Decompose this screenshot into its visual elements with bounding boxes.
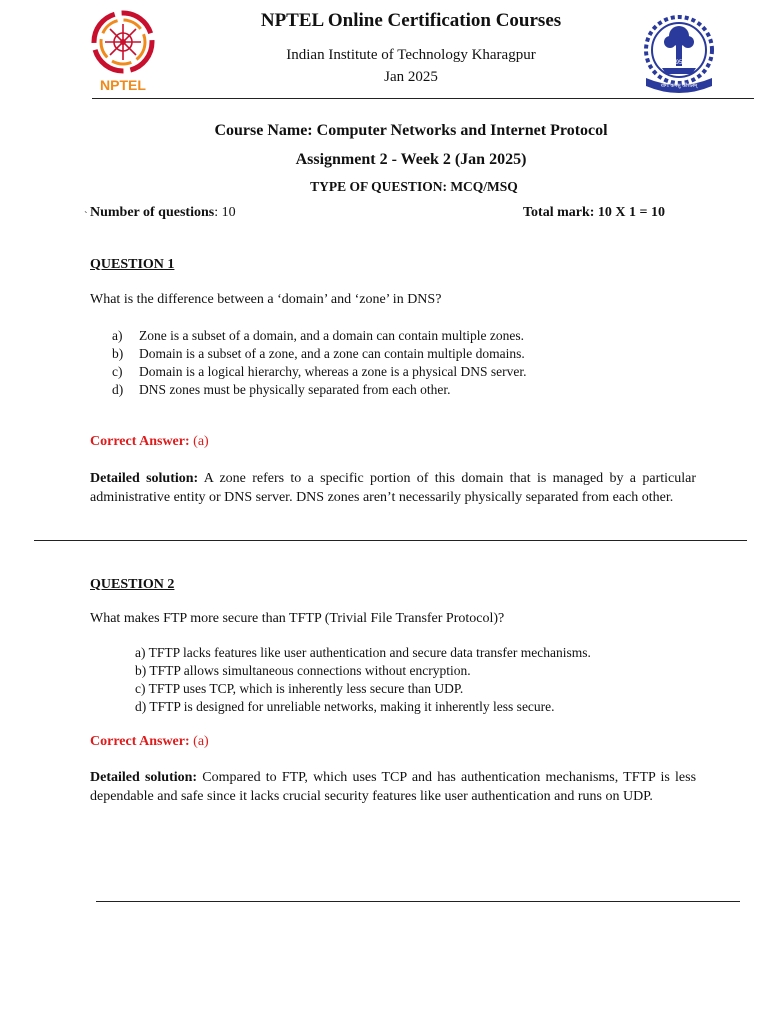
number-of-questions-value: : 10 xyxy=(214,205,236,220)
section-divider xyxy=(34,540,747,541)
option-text: Zone is a subset of a domain, and a domain can contain multiple zones. xyxy=(139,328,525,343)
option-letter: d) xyxy=(112,382,124,397)
question-1-correct-answer xyxy=(90,434,209,450)
correct-answer-value: (a) xyxy=(193,734,209,749)
correct-answer-value: (a) xyxy=(193,434,209,449)
footer-divider xyxy=(96,901,740,902)
option-c xyxy=(112,363,527,381)
question-1-options xyxy=(112,327,527,399)
question-1-heading: QUESTION 1 xyxy=(90,257,175,272)
option-b xyxy=(112,345,527,363)
assignment-title: Assignment 2 - Week 2 (Jan 2025) xyxy=(295,151,527,168)
question-2-options xyxy=(135,644,591,716)
course-name: Course Name: Computer Networks and Internet Protocol xyxy=(214,122,608,139)
option-letter: a) xyxy=(112,328,123,343)
stray-mark: ` xyxy=(84,210,88,222)
question-type: TYPE OF QUESTION: MCQ/MSQ xyxy=(310,179,518,194)
header-date: Jan 2025 xyxy=(384,69,438,85)
correct-answer-label: Correct Answer: xyxy=(90,434,190,449)
option-c: c) TFTP uses TCP, which is inherently less secure than UDP. xyxy=(135,681,464,696)
iit-logo-year: 1951 xyxy=(672,60,686,66)
header-title: NPTEL Online Certification Courses xyxy=(260,10,562,31)
number-of-questions xyxy=(90,205,236,221)
option-a: a) TFTP lacks features like user authentication and secure data transfer mechanisms. xyxy=(135,645,591,660)
option-text: Domain is a logical hierarchy, whereas a zone is a physical DNS server. xyxy=(139,364,527,379)
option-a xyxy=(112,327,527,345)
solution-label: Detailed solution: xyxy=(90,471,199,486)
total-mark: Total mark: 10 X 1 = 10 xyxy=(523,205,666,220)
option-letter: b) xyxy=(112,346,124,361)
question-1-solution xyxy=(90,470,696,507)
question-2-solution xyxy=(90,769,696,806)
nptel-logo-text: NPTEL xyxy=(100,77,146,93)
institute-name: Indian Institute of Technology Kharagpur xyxy=(286,47,536,63)
solution-text: A zone refers to a specific portion of this domain that is managed by a particular administrative entity or DNS server. DNS zones aren’t necessarily physically separated from each other. xyxy=(90,471,696,505)
correct-answer-label: Correct Answer: xyxy=(90,734,190,749)
option-text: DNS zones must be physically separated from each other. xyxy=(139,382,451,397)
number-of-questions-label: Number of questions xyxy=(90,205,215,220)
option-b: b) TFTP allows simultaneous connections without encryption. xyxy=(135,663,471,678)
option-d: d) TFTP is designed for unreliable networks, making it inherently less secure. xyxy=(135,699,555,714)
iit-logo-motto: योगः कर्मसु कौशलम् xyxy=(660,83,698,89)
question-2-correct-answer xyxy=(90,734,209,750)
question-1-text: What is the difference between a ‘domain’ and ‘zone’ in DNS? xyxy=(90,292,442,307)
header-divider xyxy=(92,98,754,99)
option-text: Domain is a subset of a zone, and a zone can contain multiple domains. xyxy=(139,346,525,361)
question-2-heading: QUESTION 2 xyxy=(90,577,175,592)
option-letter: c) xyxy=(112,364,123,379)
solution-label: Detailed solution: xyxy=(90,770,198,785)
option-d xyxy=(112,381,527,399)
question-2-text: What makes FTP more secure than TFTP (Trivial File Transfer Protocol)? xyxy=(90,611,505,626)
solution-text: Compared to FTP, which uses TCP and has authentication mechanisms, TFTP is less dependable and safe since it lacks crucial security features like user authentication and runs on UDP. xyxy=(90,770,697,804)
